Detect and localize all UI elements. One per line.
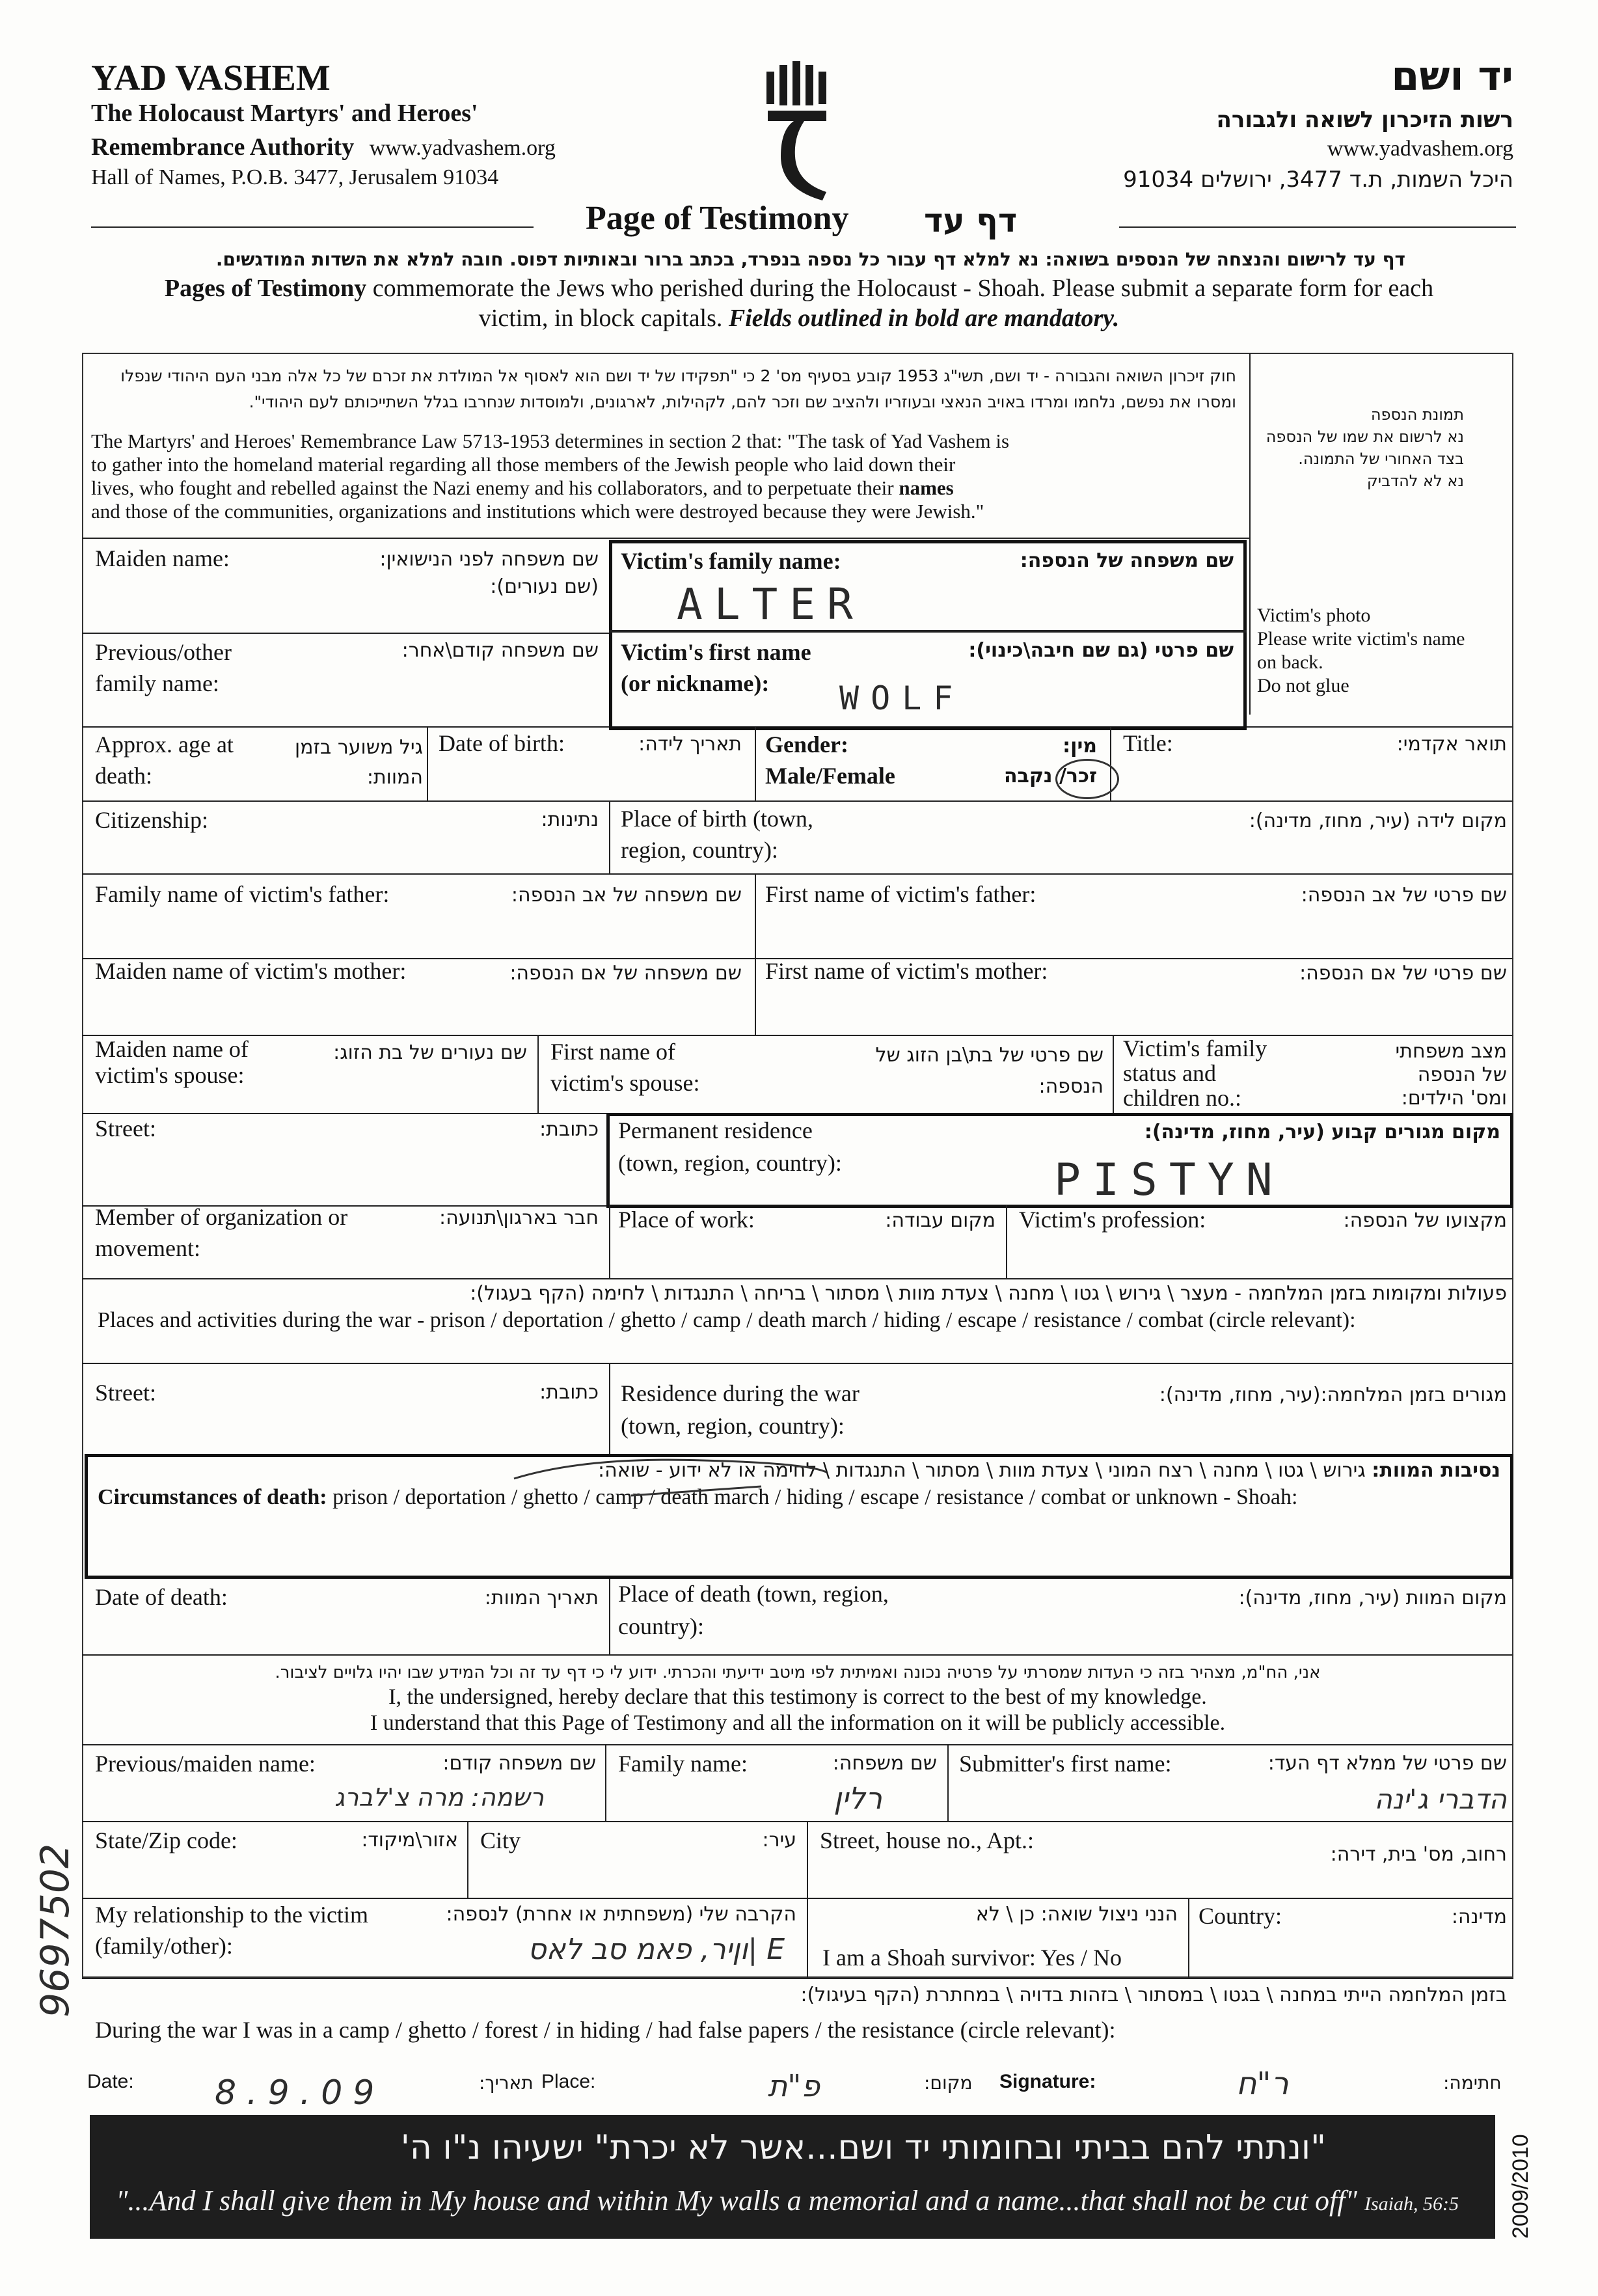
submitter-previous-name-value[interactable]: רשמה: מרה צ'לברג bbox=[334, 1783, 544, 1812]
spouse-maiden-name-label-2: victim's spouse: bbox=[95, 1062, 245, 1088]
circumstances-circle-mark bbox=[508, 1450, 833, 1502]
spouse-first-name-label bbox=[550, 1036, 699, 1099]
family-status-label-he-3: ומס' הילדים: bbox=[1401, 1087, 1507, 1110]
place-value[interactable]: פ"ת bbox=[768, 2068, 820, 2103]
gender-label-1: Gender: bbox=[765, 731, 848, 758]
place-of-death-label-he: מקום המוות (עיר, מחוז, מדינה): bbox=[1238, 1587, 1507, 1609]
war-activities-label-he: פעולות ומקומות בזמן המלחמה - מעצר \ גירוש \ גטו \ מחנה \ צעדת מוות \ מסתור \ בריחה \ התנגדות \ לחימה (הקף בעגול): bbox=[470, 1282, 1507, 1305]
submitter-first-name-label-he: שם פרטי של ממלא דף העד: bbox=[1267, 1752, 1507, 1775]
submitter-family-name-label-he: שם משפחה: bbox=[832, 1752, 937, 1775]
family-status-label-3: children no.: bbox=[1123, 1085, 1241, 1111]
circumstances-label-he-bold: נסיבות המוות: bbox=[1372, 1459, 1500, 1482]
footer-quote-ref: Isaiah, 56:5 bbox=[1364, 2193, 1459, 2215]
family-status-label-1: Victim's family bbox=[1123, 1035, 1267, 1061]
law-text-he bbox=[91, 363, 1236, 415]
previous-family-name-label-1: Previous/other bbox=[95, 639, 232, 665]
zip-code-label-he: אזור\מיקוד: bbox=[361, 1829, 458, 1852]
victim-profession-label: Victim's profession: bbox=[1019, 1207, 1206, 1233]
place-of-death-label bbox=[618, 1578, 889, 1643]
war-residence-label-2: (town, region, country): bbox=[621, 1413, 845, 1439]
date-of-death-label: Date of death: bbox=[95, 1584, 228, 1610]
photo-he-2: נא לרשום את שמו של הנספה bbox=[1266, 428, 1464, 446]
spouse-first-name-label-he bbox=[876, 1040, 1104, 1102]
place-of-birth-label-he: מקום לידה (עיר, מחוז, מדינה): bbox=[1249, 810, 1507, 832]
declaration-he: אני, הח"מ, מצהיר בזה כי העדות שמסרתי על פרטיה נכונה ואמיתית לפי מיטב ידיעתי והכרתי. ידוע לי כי דף עד זה וכל המידע שבו יהיו גלויים לציבור. bbox=[275, 1663, 1321, 1682]
father-family-name-label: Family name of victim's father: bbox=[95, 881, 390, 907]
website-he: www.yadvashem.org bbox=[1327, 137, 1513, 161]
photo-he-1: תמונת הנספה bbox=[1370, 405, 1464, 424]
title-label: Title: bbox=[1123, 730, 1173, 756]
mother-maiden-name-label: Maiden name of victim's mother: bbox=[95, 958, 407, 984]
war-street-label: Street: bbox=[95, 1380, 156, 1406]
law-en-2: to gather into the homeland material regarding all those members of the Jewish people who laid down their bbox=[91, 453, 956, 476]
spouse-first-name-label-he-2: הנספה: bbox=[1038, 1075, 1104, 1098]
place-of-death-label-1: Place of death (town, region, bbox=[618, 1581, 889, 1607]
age-at-death-label bbox=[95, 729, 234, 791]
org-subtitle-en-1: The Holocaust Martyrs' and Heroes' bbox=[91, 100, 478, 127]
spouse-first-name-label-he-1: שם פרטי של בת\בן הזוג של bbox=[875, 1044, 1104, 1067]
footer-quote-en-text: "...And I shall give them in My house and within My walls a memorial and a name...that shall not be cut off" bbox=[116, 2185, 1357, 2217]
intro-en-bold: Pages of Testimony bbox=[164, 275, 367, 302]
family-status-label-he bbox=[1396, 1040, 1507, 1110]
previous-family-name-label-2: family name: bbox=[95, 670, 219, 696]
spouse-maiden-name-label-he: שם נעורים של בת הזוג: bbox=[333, 1041, 527, 1064]
photo-en-4: Do not glue bbox=[1257, 675, 1349, 696]
gender-label-he-2: זכר/ נקבה bbox=[1003, 765, 1097, 787]
permanent-residence-label-he: מקום מגורים קבוע (עיר, מחוז, מדינה): bbox=[1144, 1121, 1500, 1143]
place-of-birth-label bbox=[621, 803, 813, 866]
signature-label-he: חתימה: bbox=[1443, 2072, 1502, 2094]
photo-en-3: on back. bbox=[1257, 651, 1323, 673]
date-of-birth-label-he: תאריך לידה: bbox=[638, 733, 742, 756]
circumstances-options-he: גירוש \ גטו \ מחנה \ רצח המוני \ צעדת מוות \ מסתור \ התנגדות \ לחימה או לא ידוע - שואה: bbox=[598, 1459, 1372, 1482]
family-status-label-2: status and bbox=[1123, 1060, 1216, 1086]
margin-registration-number-text: 9697502 bbox=[33, 1843, 78, 2017]
title-label-he: תואר אקדמי: bbox=[1396, 733, 1507, 756]
date-of-death-label-he: תאריך המוות: bbox=[484, 1587, 599, 1609]
form-year-text: 2009/2010 bbox=[1508, 2134, 1533, 2239]
signature-value[interactable]: ר"ח bbox=[1236, 2066, 1289, 2102]
photo-en-1: Victim's photo bbox=[1257, 605, 1371, 626]
permanent-residence-label-2: (town, region, country): bbox=[618, 1150, 842, 1176]
family-status-label-he-2: של הנספה bbox=[1417, 1063, 1507, 1086]
margin-registration-number bbox=[33, 1822, 85, 2030]
law-text-en bbox=[91, 430, 1240, 523]
citizenship-label: Citizenship: bbox=[95, 807, 208, 833]
citizenship-label-he: נתינות: bbox=[541, 808, 599, 831]
address-he: היכל השמות, ת.ד 3477, ירושלים 91034 bbox=[1123, 167, 1513, 193]
country-label-he: מדינה: bbox=[1451, 1906, 1507, 1928]
victim-first-name-label-he: שם פרטי (גם שם חיבה\כינוי): bbox=[968, 639, 1234, 662]
during-war-label-he: בזמן המלחמה הייתי במחנה \ בגטו \ במסתור \ בזהות בדויה \ במחתרת (הקף בעיגול): bbox=[800, 1984, 1507, 2006]
declaration-en-1: I, the undersigned, hereby declare that this testimony is correct to the best of my knowledge. bbox=[388, 1685, 1207, 1709]
war-residence-label-he: מגורים בזמן המלחמה:(עיר, מחוז, מדינה): bbox=[1159, 1384, 1507, 1406]
place-of-work-label-he: מקום עבודה: bbox=[885, 1209, 995, 1232]
date-label: Date: bbox=[87, 2071, 134, 2092]
law-en-names: names bbox=[899, 476, 954, 499]
photo-instructions-en bbox=[1257, 604, 1465, 698]
organization-member-label bbox=[95, 1201, 347, 1264]
maiden-name-label-he-2: (שם נעורים): bbox=[490, 575, 599, 598]
submitter-first-name-label: Submitter's first name: bbox=[959, 1751, 1172, 1777]
relationship-label bbox=[95, 1899, 368, 1961]
org-subtitle-en-2 bbox=[91, 133, 556, 161]
relationship-label-1: My relationship to the victim bbox=[95, 1902, 368, 1928]
previous-family-name-label bbox=[95, 636, 232, 699]
age-at-death-label-he-2: המוות: bbox=[366, 766, 423, 789]
submitter-family-name-label: Family name: bbox=[618, 1751, 748, 1777]
declaration bbox=[82, 1661, 1513, 1736]
law-en-3: lives, who fought and rebelled against the Nazi enemy and his collaborators, and to perpetuate their bbox=[91, 476, 899, 499]
org-name-he: יד ושם bbox=[1391, 52, 1513, 100]
footer-quote-en bbox=[116, 2184, 1459, 2217]
zip-code-label: State/Zip code: bbox=[95, 1827, 237, 1853]
submitter-first-name-value[interactable]: הדברי ג'ינה bbox=[1374, 1783, 1507, 1815]
spouse-first-name-label-2: victim's spouse: bbox=[550, 1070, 700, 1096]
place-of-birth-label-1: Place of birth (town, bbox=[621, 806, 813, 832]
mother-first-name-label-he: שם פרטי של אם הנספה: bbox=[1299, 962, 1507, 985]
law-he-1: חוק זיכרון השואה והגבורה - יד ושם, תשי"ג 1953 קובע בסעיף מס' 2 כי "תפקידו של יד ושם הוא לאסוף אל המולדת את זכרם של כל אלה מבני העם היהודי שנפלו bbox=[120, 366, 1236, 385]
shoah-survivor-label: I am a Shoah survivor: Yes / No bbox=[822, 1945, 1122, 1971]
intro-he: דף עד לרישום והנצחה של הנספים בשואה: נא למלא דף עבור כל נספה בנפרד, בכתב ברור ובאותיות דפוס. חובה למלא את השדות המודגשים. bbox=[215, 249, 1405, 270]
form-year bbox=[1508, 2122, 1545, 2245]
law-en-1: The Martyrs' and Heroes' Remembrance Law 5713-1953 determines in section 2 that: "The task of Yad Vashem is bbox=[91, 430, 1010, 452]
mother-first-name-label: First name of victim's mother: bbox=[765, 958, 1048, 984]
victim-family-name-value[interactable]: ALTER bbox=[677, 579, 865, 629]
yad-vashem-logo-icon bbox=[761, 59, 833, 202]
city-label: City bbox=[480, 1827, 521, 1853]
organization-member-label-1: Member of organization or bbox=[95, 1204, 348, 1230]
war-activities-label: Places and activities during the war - prison / deportation / ghetto / camp / death march / hiding / escape / resistance / combat (circle relevant): bbox=[98, 1308, 1356, 1332]
date-label-he: תאריך: bbox=[479, 2072, 534, 2094]
spouse-first-name-label-1: First name of bbox=[550, 1039, 675, 1065]
place-of-death-label-2: country): bbox=[618, 1613, 704, 1639]
relationship-value[interactable]: E |וןיר, פאמ סב לאס bbox=[528, 1933, 785, 1966]
previous-family-name-label-he: שם משפחה קודם\אחר: bbox=[401, 639, 599, 662]
date-value[interactable]: 8.9.09 bbox=[215, 2073, 385, 2112]
relationship-label-2: (family/other): bbox=[95, 1933, 233, 1959]
footer-banner bbox=[90, 2115, 1495, 2239]
age-at-death-label-2: death: bbox=[95, 763, 152, 789]
spouse-maiden-name-label bbox=[95, 1036, 249, 1088]
organization-member-label-he: חבר בארגון\תנועה: bbox=[439, 1207, 599, 1229]
victim-first-name-value[interactable]: WOLF bbox=[839, 679, 965, 717]
photo-instructions-he bbox=[1256, 403, 1464, 492]
father-first-name-label: First name of victim's father: bbox=[765, 881, 1036, 907]
victim-first-name-label bbox=[621, 636, 811, 699]
place-label-he: מקום: bbox=[924, 2072, 973, 2094]
victim-family-name-label-he: שם משפחה של הנספה: bbox=[1020, 549, 1234, 572]
declaration-en-2: I understand that this Page of Testimony and all the information on it will be publicly accessible. bbox=[370, 1711, 1226, 1735]
intro-en-2: victim, in block capitals. bbox=[478, 305, 729, 332]
gender-label-2: Male/Female bbox=[765, 763, 895, 789]
page-title-en: Page of Testimony bbox=[586, 200, 849, 237]
permanent-residence-label-1: Permanent residence bbox=[618, 1117, 813, 1143]
place-of-birth-label-2: region, country): bbox=[621, 837, 778, 863]
photo-en-2: Please write victim's name bbox=[1257, 628, 1465, 649]
country-label: Country: bbox=[1198, 1903, 1282, 1929]
shoah-survivor-label-he: הנני ניצול שואה: כן \ לא bbox=[975, 1903, 1178, 1926]
father-family-name-label-he: שם משפחה של אב הנספה: bbox=[511, 884, 742, 907]
intro-en bbox=[65, 273, 1533, 333]
war-residence-label-1: Residence during the war bbox=[621, 1380, 860, 1406]
website-en: www.yadvashem.org bbox=[369, 136, 556, 160]
permanent-residence-label bbox=[618, 1114, 842, 1179]
victim-profession-label-he: מקצועו של הנספה: bbox=[1343, 1209, 1507, 1232]
law-en-4: and those of the communities, organizations and institutions which were destroyed because they were Jewish." bbox=[91, 500, 984, 523]
maiden-name-label: Maiden name: bbox=[95, 545, 230, 571]
gender-label-he-1: מין: bbox=[1063, 735, 1097, 758]
victim-first-name-label-1: Victim's first name bbox=[621, 639, 811, 665]
street-address-label-he: רחוב, מס' בית, דירה: bbox=[1330, 1843, 1507, 1866]
organization-member-label-2: movement: bbox=[95, 1235, 200, 1261]
org-subtitle-en-2-text: Remembrance Authority bbox=[91, 133, 355, 161]
spouse-maiden-name-label-1: Maiden name of bbox=[95, 1036, 249, 1062]
signature-label: Signature: bbox=[999, 2071, 1096, 2092]
family-status-label bbox=[1123, 1036, 1267, 1110]
address-en: Hall of Names, P.O.B. 3477, Jerusalem 91034 bbox=[91, 165, 499, 189]
circumstances-label-bold: Circumstances of death: bbox=[98, 1485, 327, 1509]
age-at-death-label-he bbox=[295, 733, 423, 793]
photo-he-3: בצד האחורי של התמונה. bbox=[1298, 450, 1464, 468]
date-of-birth-label: Date of birth: bbox=[439, 730, 565, 756]
victim-first-name-label-2: (or nickname): bbox=[621, 670, 770, 696]
war-residence-label bbox=[621, 1377, 860, 1442]
relationship-label-he: הקרבה שלי (משפחתית או אחרת) לנספה: bbox=[446, 1903, 796, 1926]
street-label-he: כתובת: bbox=[539, 1118, 599, 1141]
age-at-death-label-1: Approx. age at bbox=[95, 731, 234, 758]
law-he-2: ומסרו את נפשם, נלחמו ומרדו באויב הנאצי ובעוזריו ולהציב שם וזכר להם, לקהילות, לארגונים, ולמוסדות שנחרבו בגלל השתייכותם לעם היהודי". bbox=[249, 392, 1236, 411]
gender-label bbox=[765, 729, 895, 791]
city-label-he: עיר: bbox=[762, 1829, 796, 1852]
footer-quote-he: "ונתתי להם בביתי ובחומותי יד ושם...אשר לא יכרת" ישעיהו נ"ו ה' bbox=[400, 2128, 1326, 2167]
page-title-he: דף עד bbox=[924, 202, 1018, 239]
org-name-en: YAD VASHEM bbox=[91, 58, 331, 98]
submitter-previous-name-label-he: שם משפחה קודם: bbox=[442, 1752, 596, 1775]
father-first-name-label-he: שם פרטי של אב הנספה: bbox=[1301, 884, 1507, 907]
photo-he-4: נא לא להדביק bbox=[1366, 472, 1464, 490]
place-of-work-label: Place of work: bbox=[618, 1207, 755, 1233]
street-address-label: Street, house no., Apt.: bbox=[820, 1827, 1034, 1853]
intro-en-mandatory: Fields outlined in bold are mandatory. bbox=[728, 305, 1120, 332]
war-street-label-he: כתובת: bbox=[539, 1381, 599, 1404]
submitter-family-name-value[interactable]: רלין bbox=[833, 1781, 882, 1816]
victim-family-name-label: Victim's family name: bbox=[621, 548, 841, 574]
mother-maiden-name-label-he: שם משפחה של אם הנספה: bbox=[509, 962, 742, 985]
org-subtitle-he: רשות הזיכרון לשואה ולגבורה bbox=[1216, 107, 1513, 133]
family-status-label-he-1: מצב משפחתי bbox=[1395, 1040, 1507, 1063]
intro-en-1: commemorate the Jews who perished during the Holocaust - Shoah. Please submit a separate form for each bbox=[366, 275, 1434, 302]
maiden-name-label-he: שם משפחה לפני הנישואין: bbox=[379, 548, 599, 571]
circumstances-options: prison / deportation / ghetto / camp / death march / hiding / escape / resistance / combat or unknown - Shoah: bbox=[327, 1485, 1298, 1509]
during-war-label: During the war I was in a camp / ghetto / forest / in hiding / had false papers / the resistance (circle relevant): bbox=[95, 2017, 1116, 2043]
place-label: Place: bbox=[541, 2071, 596, 2092]
permanent-residence-value[interactable]: PISTYN bbox=[1054, 1155, 1284, 1206]
street-label: Street: bbox=[95, 1115, 156, 1141]
submitter-previous-name-label: Previous/maiden name: bbox=[95, 1751, 316, 1777]
age-at-death-label-he-1: גיל משוער בזמן bbox=[295, 736, 423, 759]
gender-male-circle-mark bbox=[1055, 759, 1119, 799]
